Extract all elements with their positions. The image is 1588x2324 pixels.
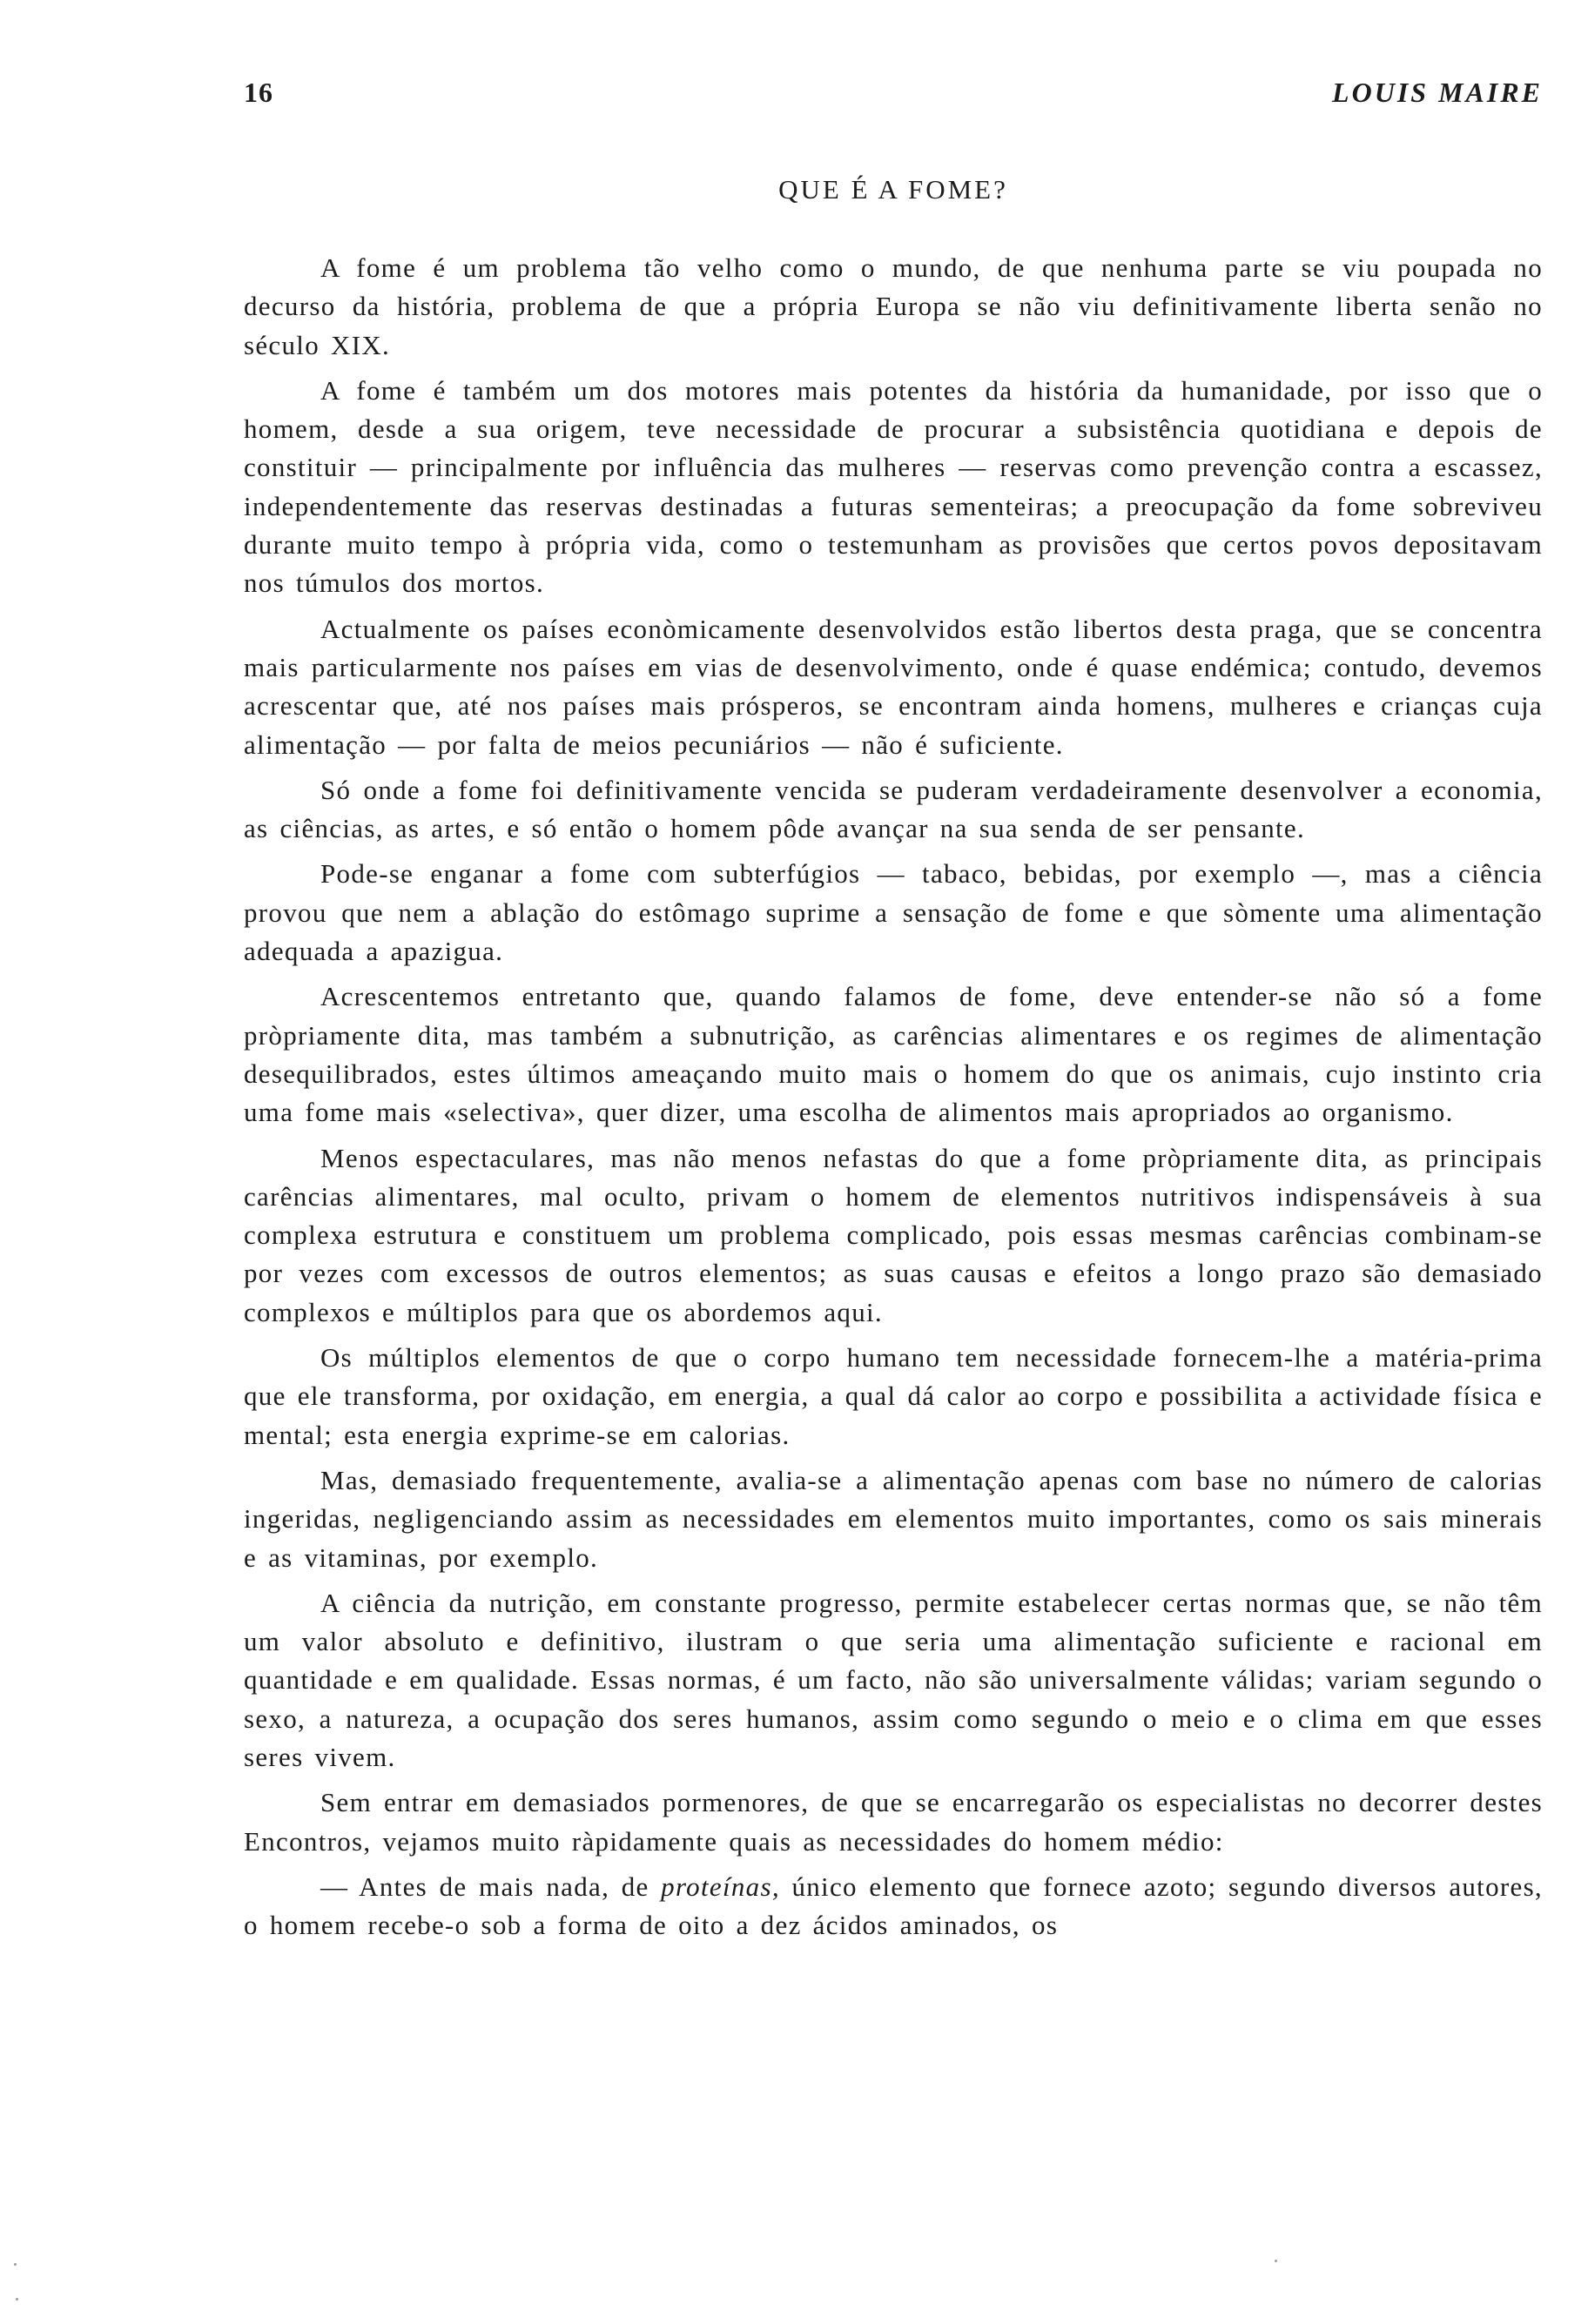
page-number: 16 [244, 77, 273, 108]
paragraph-4: Só onde a fome foi definitivamente vencida se puderam verdadeiramente desenvolver a economia, as ciências, as artes, e só então o homem pôde avançar na sua senda de ser pensante. [244, 774, 1543, 844]
body-text [244, 249, 1543, 1945]
paragraph-7: Menos espectaculares, mas não menos nefastas do que a fome pròpriamente dita, as principais carências alimentares, mal oculto, privam o homem de elementos nutritivos indispensáveis à sua complexa estrutura e constituem um problema complicado, pois essas mesmas carências combinam-se por vezes com excessos de outros elementos; as suas causas e efeitos a longo prazo são demasiado complexos e múltiplos para que os abordemos aqui. [244, 1142, 1543, 1327]
scan-speck [1275, 2260, 1277, 2262]
paragraph-2: A fome é também um dos motores mais potentes da história da humanidade, por isso que o homem, desde a sua origem, teve necessidade de procurar a subsistência quotidiana e depois de constituir — principalmente por influência das mulheres — reservas como prevenção contra a escassez, independentemente das reservas destinadas a futuras sementeiras; a preocupação da fome sobreviveu durante muito tempo à própria vida, como o testemunham as provisões que certos povos depositavam nos túmulos dos mortos. [244, 374, 1543, 599]
scan-speck [16, 2298, 18, 2300]
paragraph-12-rest: único elemento que fornece azoto; segundo diversos autores, o homem recebe-o sob a forma de oito a dez ácidos aminados, os [244, 1871, 1543, 1941]
paragraph-12-lead: — Antes de mais nada, de [320, 1871, 662, 1902]
paragraph-8: Os múltiplos elementos de que o corpo humano tem necessidade fornecem-lhe a matéria-prima que ele transforma, por oxidação, em energia, a qual dá calor ao corpo e possibilita a actividade física e mental; esta energia exprime-se em calorias. [244, 1342, 1543, 1450]
paragraph-12 [244, 1868, 1543, 1945]
paragraph-11: Sem entrar em demasiados pormenores, de que se encarregarão os especialistas no decorrer destes Encontros, vejamos muito ràpidamente quais as necessidades do homem médio: [244, 1787, 1543, 1857]
scan-speck [14, 2263, 17, 2266]
emphasized-term: proteínas, [661, 1871, 780, 1902]
paragraph-10: A ciência da nutrição, em constante progresso, permite estabelecer certas normas que, se não têm um valor absoluto e definitivo, ilustram o que seria uma alimentação suficiente e racional em quantidade e em qualidade. Essas normas, é um facto, não são universalmente válidas; variam segundo o sexo, a natureza, a ocupação dos seres humanos, assim como segundo o meio e o clima em que esses seres vivem. [244, 1587, 1543, 1772]
section-title: QUE É A FOME? [778, 174, 1008, 205]
running-head: LOUIS MAIRE [1332, 77, 1543, 108]
page-header [244, 77, 1543, 120]
paragraph-3: Actualmente os países econòmicamente desenvolvidos estão libertos desta praga, que se concentra mais particularmente nos países em vias de desenvolvimento, onde é quase endémica; contudo, devemos acrescentar que, até nos países mais prósperos, se encontram ainda homens, mulheres e crianças cuja alimentação — por falta de meios pecuniários — não é suficiente. [244, 613, 1543, 760]
paragraph-6: Acrescentemos entretanto que, quando falamos de fome, deve entender-se não só a fome pròpriamente dita, mas também a subnutrição, as carências alimentares e os regimes de alimentação desequilibrados, estes últimos ameaçando muito mais o homem do que os animais, cujo instinto cria uma fome mais «selectiva», quer dizer, uma escolha de alimentos mais apropriados ao organismo. [244, 981, 1543, 1128]
paragraph-5: Pode-se enganar a fome com subterfúgios — tabaco, bebidas, por exemplo —, mas a ciência provou que nem a ablação do estômago suprime a sensação de fome e que sòmente uma alimentação adequada a apazigua. [244, 858, 1543, 967]
paragraph-1: A fome é um problema tão velho como o mundo, de que nenhuma parte se viu poupada no decurso da história, problema de que a própria Europa se não viu definitivamente liberta senão no século XIX. [244, 252, 1543, 360]
paragraph-9: Mas, demasiado frequentemente, avalia-se a alimentação apenas com base no número de calorias ingeridas, negligenciando assim as necessidades em elementos muito importantes, como os sais minerais e as vitaminas, por exemplo. [244, 1464, 1543, 1573]
